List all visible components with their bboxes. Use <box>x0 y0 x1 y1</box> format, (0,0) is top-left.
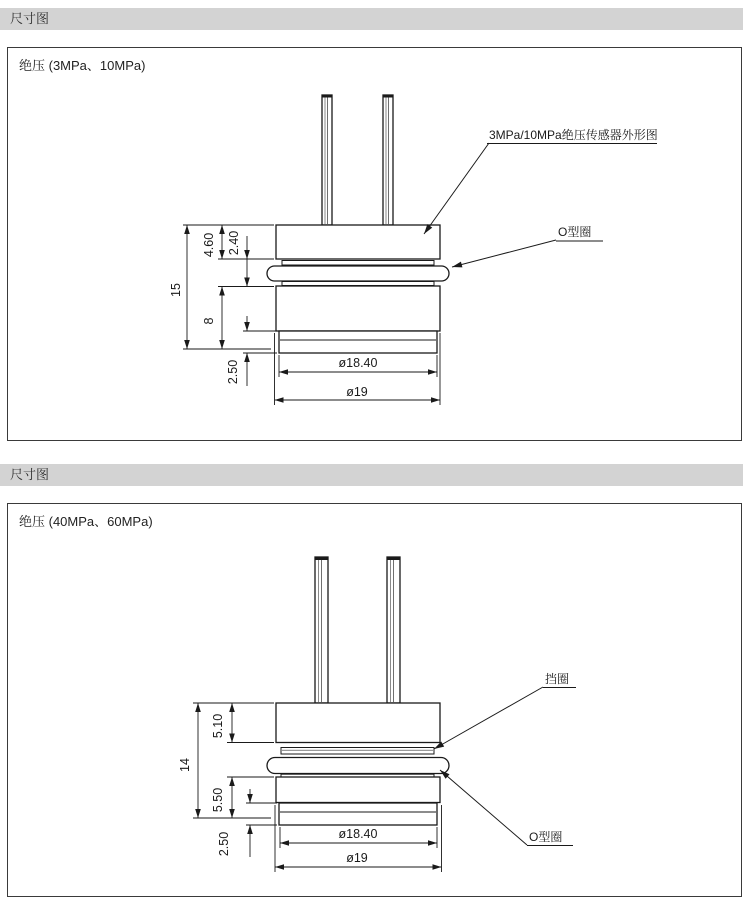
dim-inner-diameter-1: ø18.40 <box>338 356 378 370</box>
top-block-2 <box>276 703 440 743</box>
groove-band-1 <box>282 261 434 266</box>
sensor-body-1 <box>267 225 449 353</box>
o-ring-1 <box>267 266 449 281</box>
section-header-2: 尺寸图 <box>0 464 743 486</box>
dim-top-block-1: 4.60 <box>202 232 216 258</box>
dim-total-height-1: 15 <box>169 283 183 297</box>
sensor-body-2 <box>267 703 449 825</box>
dim-oring-zone-1: 2.40 <box>227 230 241 256</box>
section-header-1: 尺寸图 <box>0 8 743 30</box>
retainer-ring-2 <box>281 748 434 755</box>
callout-outline-label-1: 3MPa/10MPa绝压传感器外形图 <box>489 128 658 142</box>
figure-title-2: 绝压 (40MPa、60MPa) <box>19 514 153 529</box>
dim-outer-diameter-2: ø19 <box>346 851 368 865</box>
dim-inner-diameter-2: ø18.40 <box>338 827 378 841</box>
dim-total-height-2: 14 <box>178 758 192 772</box>
groove-band-1b <box>282 282 434 286</box>
lead-pins-2 <box>315 557 400 703</box>
sensor-drawing-3mpa-10mpa <box>169 95 658 405</box>
top-block-1 <box>276 225 440 259</box>
dim-outer-diameter-1: ø19 <box>346 385 368 399</box>
bottom-step-2 <box>279 803 437 825</box>
callout-oring-2 <box>438 768 573 846</box>
dim-top-block-2: 5.10 <box>211 713 225 739</box>
callout-oring-label-1: O型圈 <box>558 225 592 239</box>
callout-oring-label-2: O型圈 <box>529 830 563 844</box>
callout-oring-1 <box>451 224 603 270</box>
figure-title-1: 绝压 (3MPa、10MPa) <box>19 58 146 73</box>
callout-outline-1 <box>422 127 658 236</box>
dim-bottom-step-2: 2.50 <box>217 831 231 857</box>
dim-lower-block-2: 5.50 <box>211 787 225 813</box>
lead-pins-1 <box>322 95 393 225</box>
bottom-step-1 <box>279 331 437 353</box>
lower-block-1 <box>276 286 440 331</box>
dim-bottom-step-1: 2.50 <box>226 359 240 385</box>
callout-retainer-label-2: 挡圈 <box>545 672 570 686</box>
o-ring-2 <box>267 758 449 774</box>
sensor-drawing-40mpa-60mpa <box>178 557 576 872</box>
dim-lower-block-1: 8 <box>202 317 216 325</box>
callout-retainer-2 <box>433 671 576 752</box>
lower-block-2 <box>276 777 440 803</box>
